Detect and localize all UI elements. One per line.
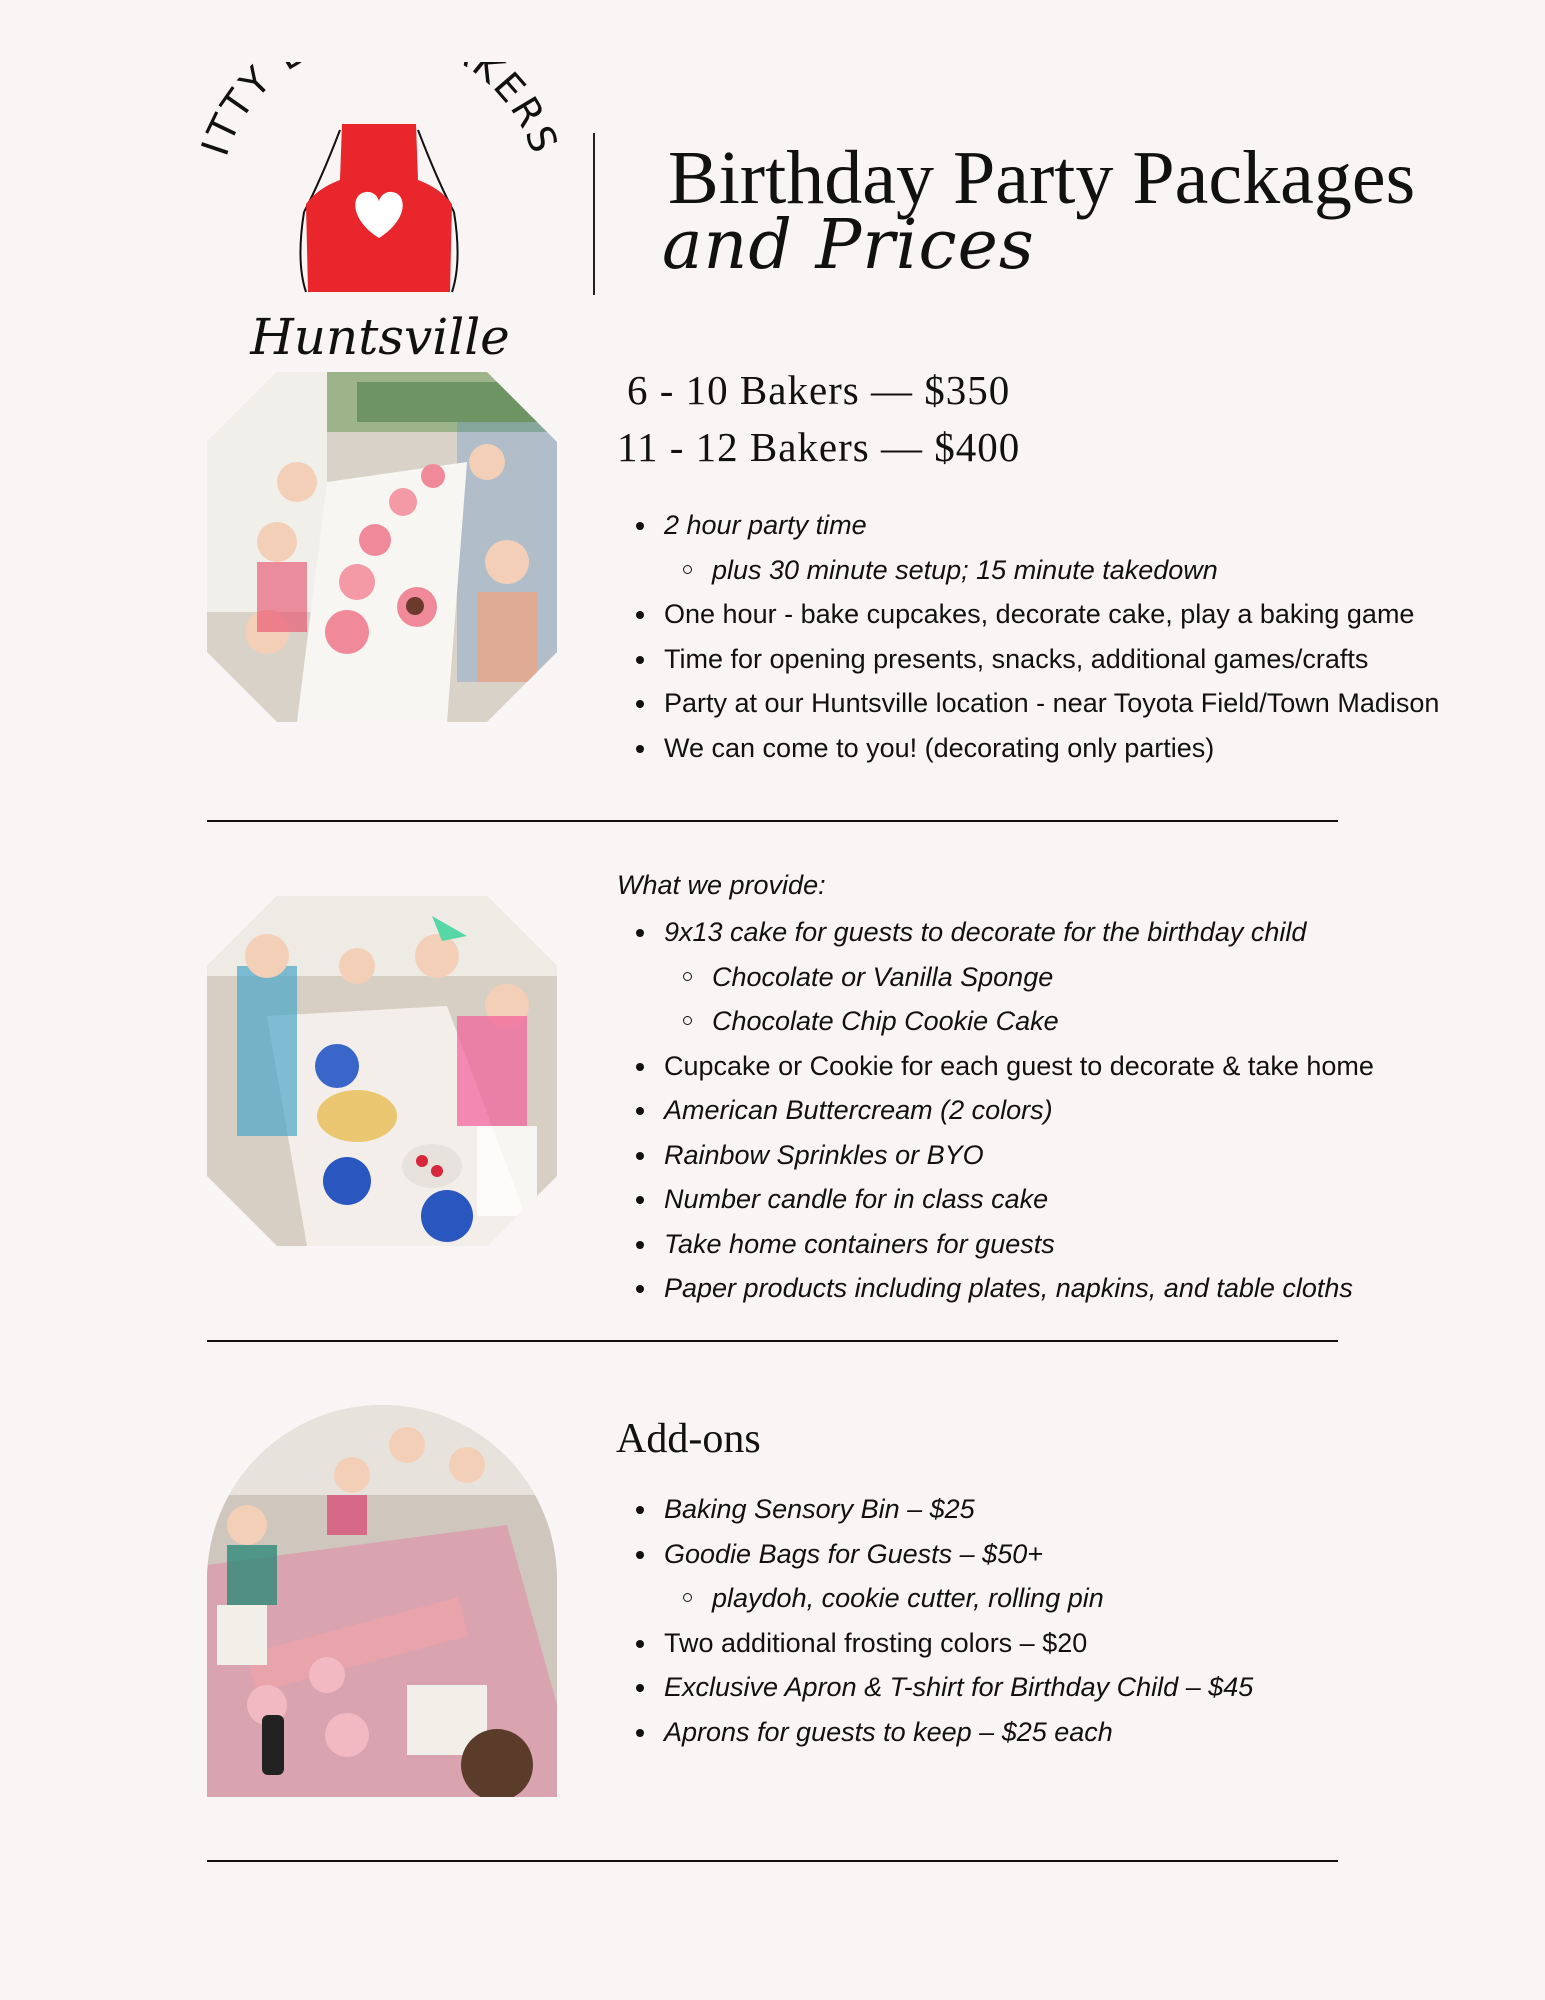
list-item: playdoh, cookie cutter, rolling pin xyxy=(617,1576,1253,1621)
provide-list xyxy=(617,910,1374,1311)
list-item: 2 hour party time xyxy=(617,503,1439,548)
logo-script-text: Huntsville xyxy=(250,308,510,362)
list-item: Baking Sensory Bin – $25 xyxy=(617,1487,1253,1532)
brand-logo xyxy=(200,62,560,362)
section-divider xyxy=(207,820,1338,822)
list-item: Take home containers for guests xyxy=(617,1222,1374,1267)
list-item: Chocolate or Vanilla Sponge xyxy=(617,955,1374,1000)
list-item: We can come to you! (decorating only parties) xyxy=(617,726,1439,771)
addons-heading: Add-ons xyxy=(616,1416,761,1462)
list-item: Goodie Bags for Guests – $50+ xyxy=(617,1532,1253,1577)
list-item: American Buttercream (2 colors) xyxy=(617,1088,1374,1133)
list-item: Paper products including plates, napkins, and table cloths xyxy=(617,1266,1374,1311)
list-item: Cupcake or Cookie for each guest to decorate & take home xyxy=(617,1044,1374,1089)
section-divider xyxy=(207,1860,1338,1862)
party-photo-3 xyxy=(207,1405,557,1797)
price-tier-2: 11 - 12 Bakers — $400 xyxy=(617,424,1021,470)
page-title: Birthday Party Packages xyxy=(668,136,1416,220)
list-item: Chocolate Chip Cookie Cake xyxy=(617,999,1374,1044)
list-item: plus 30 minute setup; 15 minute takedown xyxy=(617,548,1439,593)
list-item: Party at our Huntsville location - near Toyota Field/Town Madison xyxy=(617,681,1439,726)
party-photo-2 xyxy=(207,896,557,1246)
header-divider xyxy=(593,133,595,295)
price-tier-1: 6 - 10 Bakers — $350 xyxy=(627,367,1011,413)
list-item: Two additional frosting colors – $20 xyxy=(617,1621,1253,1666)
list-item: 9x13 cake for guests to decorate for the birthday child xyxy=(617,910,1374,955)
logo-arc-text: TTY KER xyxy=(200,62,555,149)
list-item: Time for opening presents, snacks, additional games/crafts xyxy=(617,637,1439,682)
party-photo-1 xyxy=(207,372,557,722)
page-subtitle: and Prices xyxy=(662,206,1035,285)
list-item: One hour - bake cupcakes, decorate cake, play a baking game xyxy=(617,592,1439,637)
list-item: Aprons for guests to keep – $25 each xyxy=(617,1710,1253,1755)
provide-heading: What we provide: xyxy=(617,870,826,900)
list-item: Rainbow Sprinkles or BYO xyxy=(617,1133,1374,1178)
package-details-list xyxy=(617,503,1439,770)
section-divider xyxy=(207,1340,1338,1342)
list-item: Exclusive Apron & T-shirt for Birthday Child – $45 xyxy=(617,1665,1253,1710)
list-item: Number candle for in class cake xyxy=(617,1177,1374,1222)
apron-heart-icon xyxy=(300,124,457,292)
addons-list xyxy=(617,1487,1253,1754)
